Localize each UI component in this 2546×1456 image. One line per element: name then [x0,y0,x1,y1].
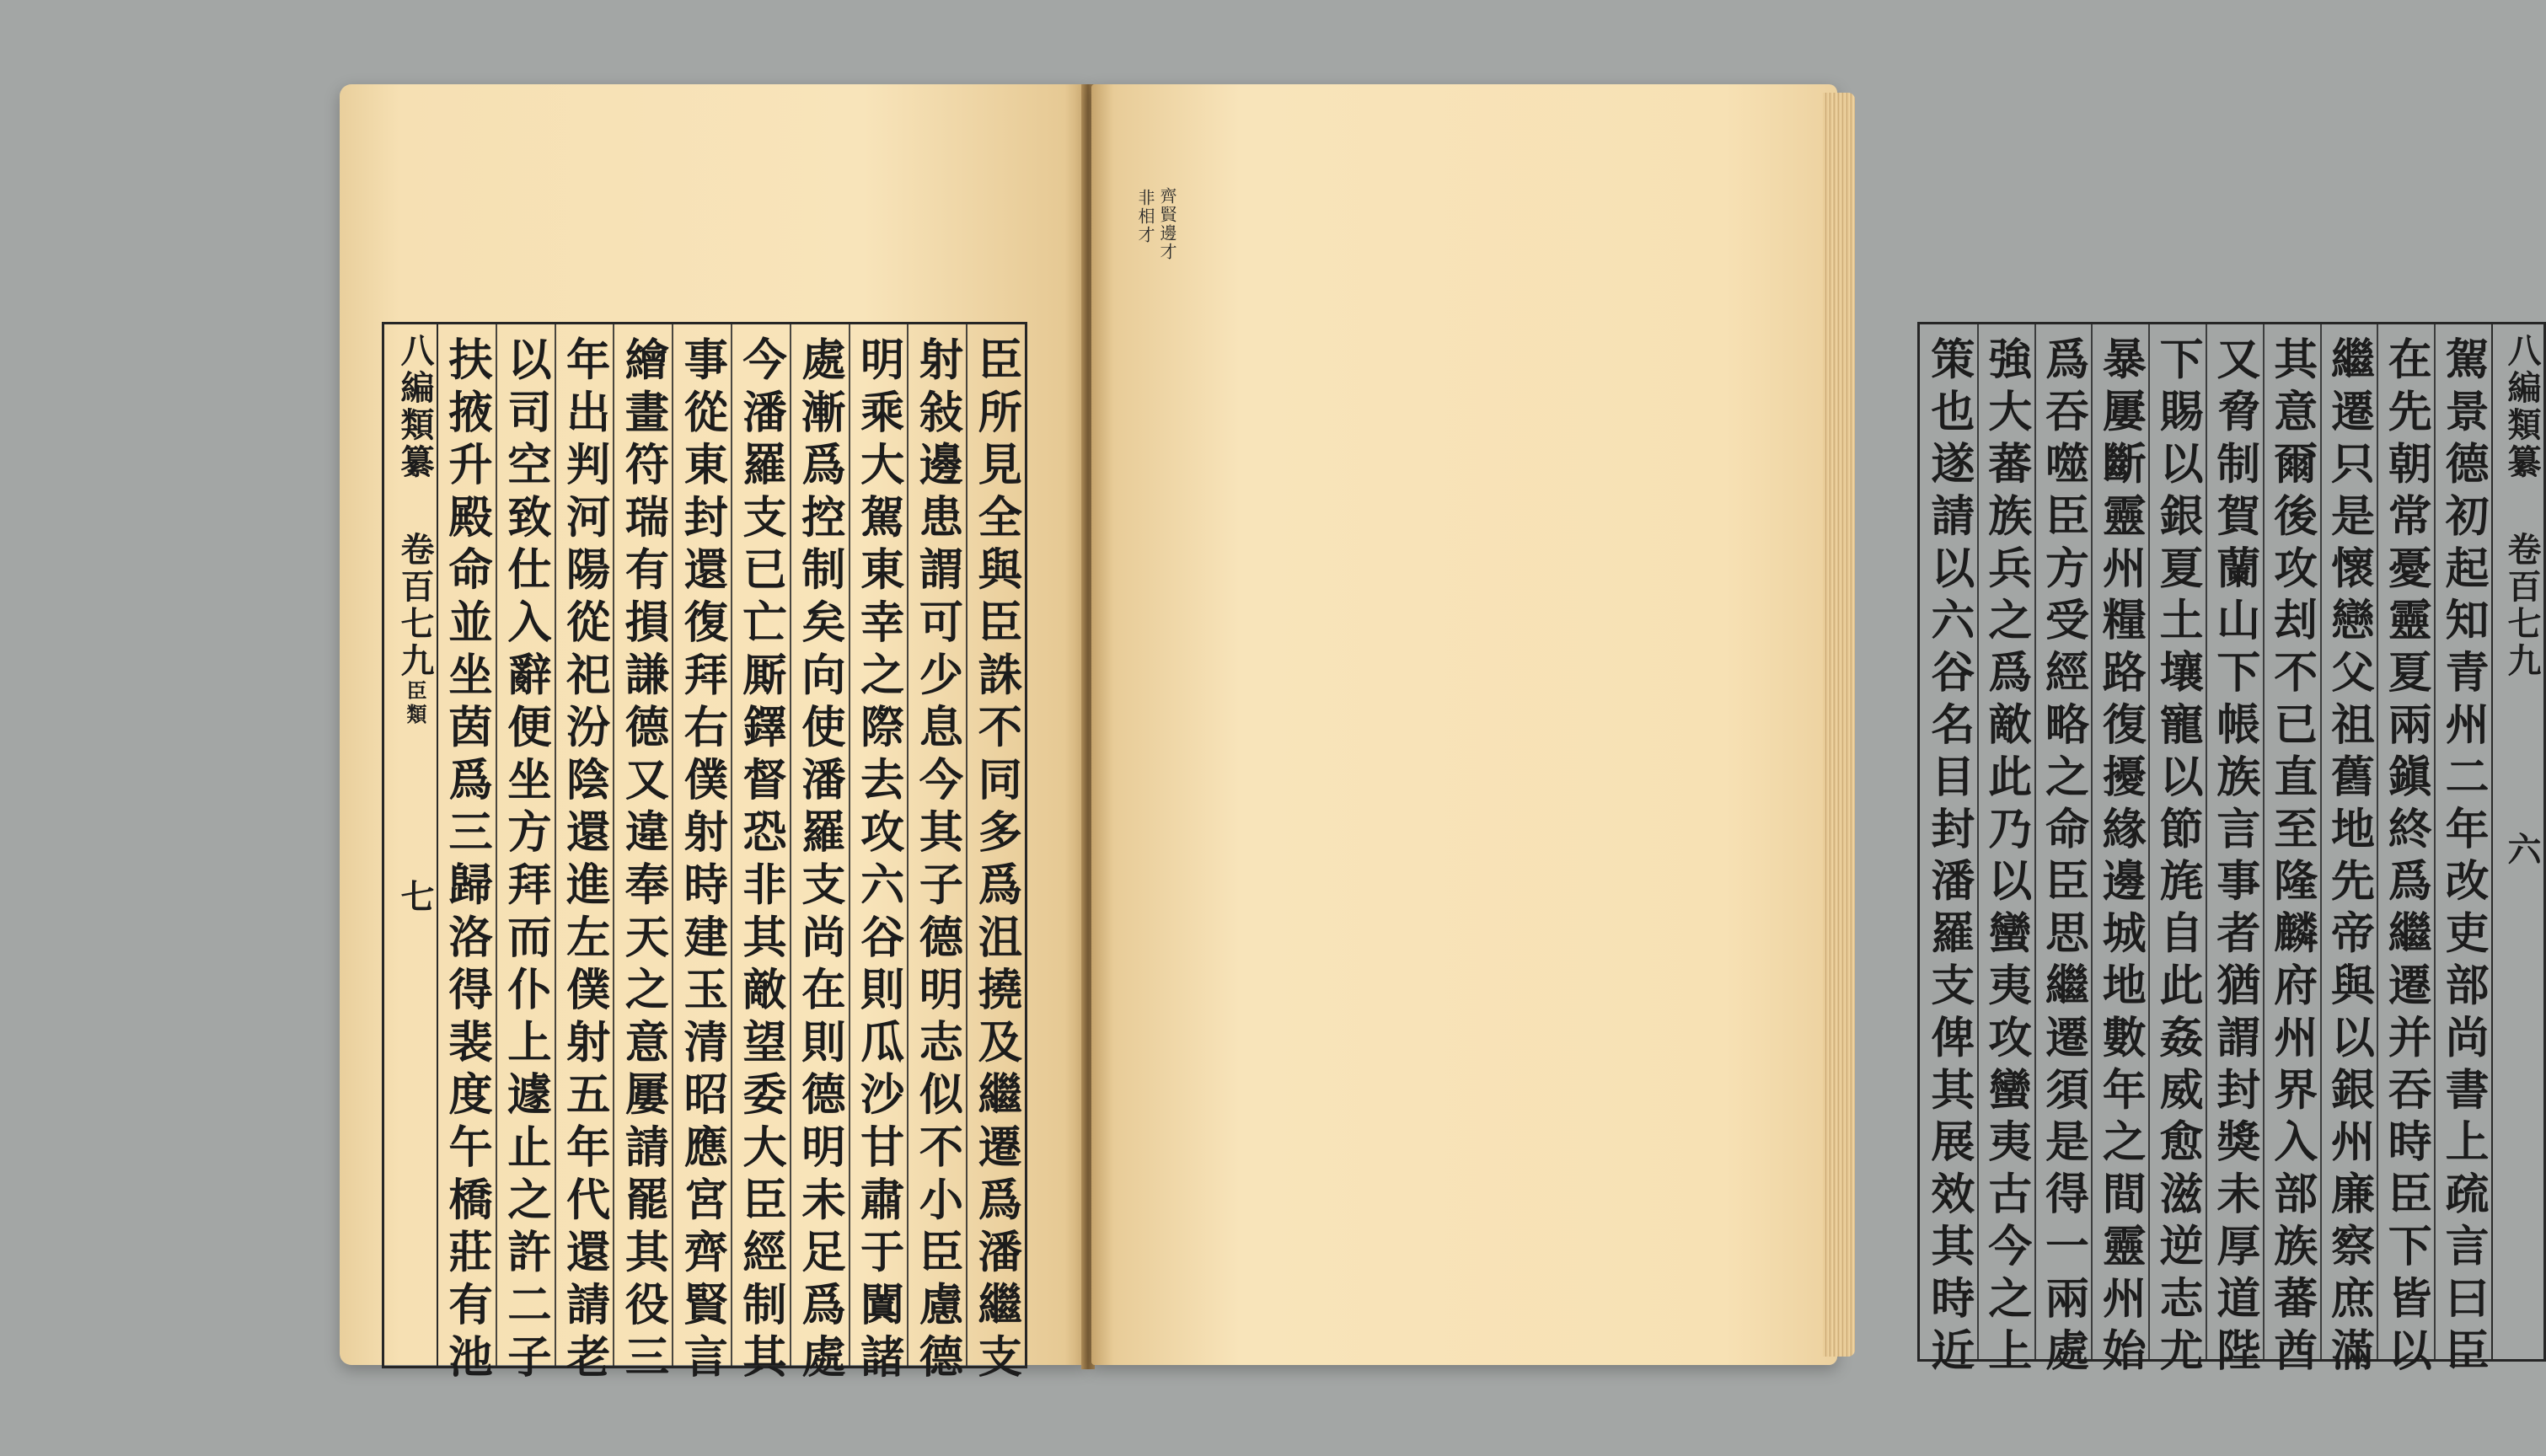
text-column: 臣所見全與臣誅不同多爲沮撓及繼遷爲潘繼支 [970,336,1022,1386]
text-column: 射敍邊患謂可少息今其子德明志似不小臣慮德 [911,336,963,1386]
text-column: 駕景德初起知青州二年改吏部尚書上疏言曰臣 [2437,336,2490,1379]
heart-title: 八編類纂 [395,333,435,481]
center-heart [391,333,439,1357]
column-rule [496,324,497,1366]
column-rule [966,324,967,1366]
heart-category: 臣類 [403,680,427,727]
margin-note-line-1: 齊賢邊才 [1157,187,1177,261]
text-column: 處漸爲控制矣向使潘羅支尚在則德明未足爲處 [793,336,845,1386]
center-heart [2498,333,2546,1351]
column-rule [2434,324,2436,1359]
text-column: 暴屢斷靈州糧路復擾緣邊城地數年之間靈州始 [2094,336,2147,1379]
text-column: 在先朝常憂靈夏兩鎭終爲繼遷并吞時臣下皆以 [2380,336,2432,1379]
margin-note-2 [1135,189,1155,244]
column-rule [2320,324,2322,1359]
text-column: 其意爾後攻刦不已直至隆麟府州界入部族蕃酋 [2265,336,2318,1379]
column-rule [2206,324,2207,1359]
column-rule [672,324,673,1366]
right-page [1091,84,2542,1379]
right-text-frame [1917,322,2546,1379]
column-rule [2148,324,2150,1359]
heart-title: 八編類纂 [2502,333,2542,481]
column-rule [849,324,850,1366]
text-column: 強大蕃族兵之爲敵此乃以蠻夷攻蠻夷古今之上 [1980,336,2032,1379]
column-rule [2263,324,2265,1359]
open-book [333,84,2542,1386]
heart-volume: 卷百七九 [2502,532,2542,680]
page-edges [1823,93,1855,1357]
column-rule [907,324,909,1366]
text-column: 下賜以銀夏土壤寵以節旄自此姦威愈滋逆志尤 [2152,336,2204,1379]
text-column: 繪畫符瑞有損謙德又違奉天之意屢請罷其役三 [617,336,669,1386]
column-rule [1977,324,1979,1359]
column-rule [613,324,614,1366]
column-rule [731,324,732,1366]
text-column: 今潘羅支已亡厮鐸督恐非其敵望委大臣經制其 [735,336,787,1386]
column-rule [2091,324,2093,1359]
text-column: 扶掖升殿命並坐茵爲三歸洛得裴度午橋莊有池 [441,336,493,1386]
text-column: 年出判河陽從祀汾陰還進左僕射五年代還請老 [558,336,610,1386]
heart-folio: 六 [2502,832,2542,869]
column-rule [555,324,556,1366]
column-rule [2034,324,2036,1359]
text-column: 又脅制賀蘭山下帳族言事者猶謂封獎未厚道陛 [2208,336,2260,1379]
left-text-frame [382,322,1027,1386]
center-heart-rule [2491,324,2493,1359]
margin-note-line-2: 非相才 [1135,189,1155,244]
text-column: 以司空致仕入辭便坐方拜而仆上遽止之許二子 [499,336,551,1386]
text-column: 繼遷只是懷戀父祖舊地先帝與以銀州廉察庶滿 [2323,336,2375,1379]
heart-folio: 七 [395,879,435,916]
margin-note [1157,187,1177,261]
column-rule [790,324,791,1366]
text-column: 爲吞噬臣方受經略之命臣思繼遷須是得一兩處 [2037,336,2089,1379]
left-page [340,84,1087,1386]
text-column: 事從東封還復拜右僕射時建玉清昭應宮齊賢言 [676,336,728,1386]
column-rule [2377,324,2378,1359]
heart-volume: 卷百七九 [395,532,435,680]
text-column: 明乘大駕東幸之際去攻六谷則瓜沙甘肅于闐諸 [852,336,904,1386]
text-column: 策也遂請以六谷名目封潘羅支俾其展效其時近 [1922,336,1975,1379]
